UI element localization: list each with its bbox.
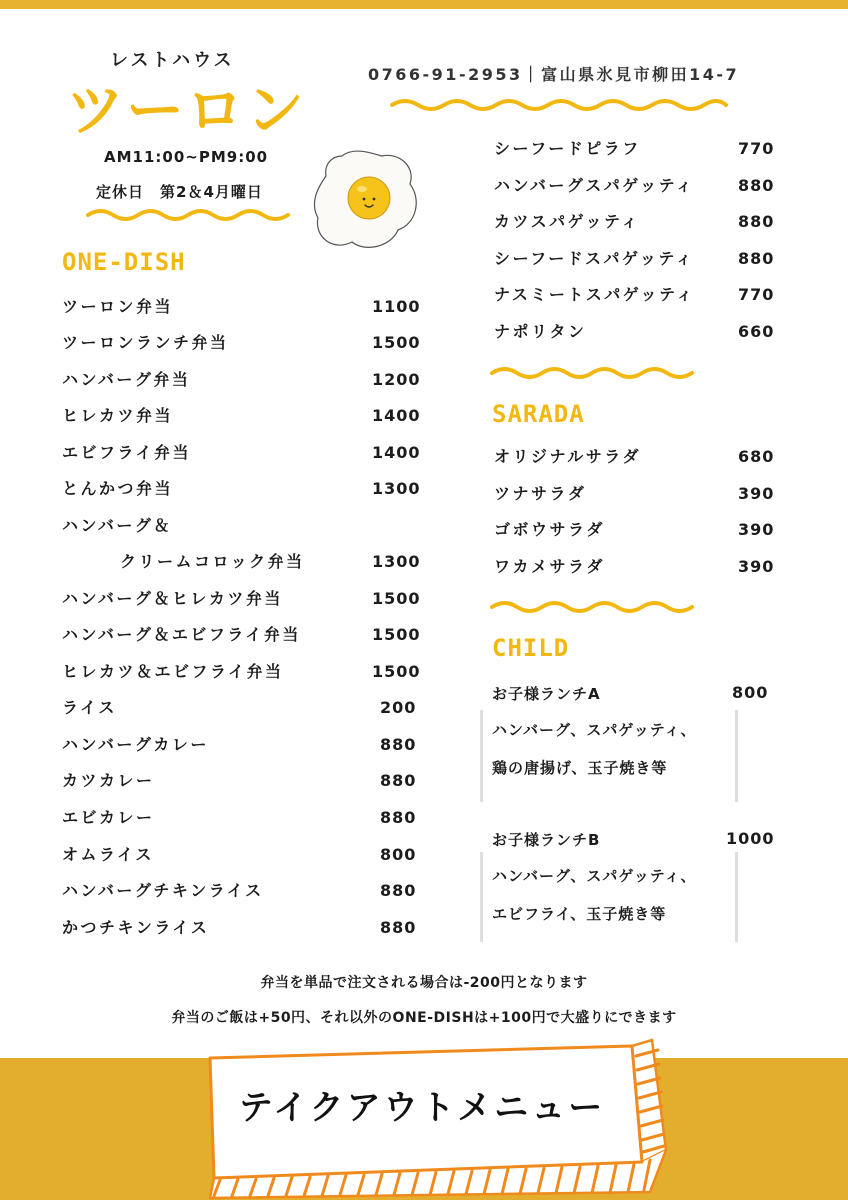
menu-item-name: ハンバーグ弁当	[62, 370, 191, 389]
menu-item	[62, 584, 432, 614]
menu-item-price: 800	[380, 845, 417, 864]
menu-item	[494, 134, 784, 164]
menu-item-price: 660	[738, 322, 775, 341]
menu-item	[62, 876, 432, 906]
order-note: 弁当のご飯は+50円、それ以外のONE-DISHは+100円で大盛りにできます	[171, 1010, 677, 1026]
child-set-price: 1000	[726, 829, 775, 848]
menu-item-name: ハンバーグチキンライス	[62, 881, 264, 900]
child-set-description: 鶏の唐揚げ、玉子焼き等	[492, 759, 668, 777]
menu-item	[62, 657, 432, 687]
menu-item-price: 1500	[372, 625, 421, 644]
menu-item	[494, 442, 784, 472]
menu-item-name: ツナサラダ	[494, 484, 587, 503]
menu-item-price: 1500	[372, 662, 421, 681]
menu-item-price: 1400	[372, 443, 421, 462]
menu-item-name: ハンバーグ＆エビフライ弁当	[62, 625, 301, 644]
menu-item-price: 880	[380, 808, 417, 827]
menu-item-name: ハンバーグ＆ヒレカツ弁当	[62, 589, 283, 608]
menu-item	[62, 840, 432, 870]
menu-item-name: ヒレカツ＆エビフライ弁当	[62, 662, 284, 681]
menu-item-name: カツカレー	[62, 771, 155, 790]
wave-divider	[86, 208, 292, 222]
menu-item	[62, 328, 432, 358]
menu-item-price: 1100	[372, 297, 421, 316]
menu-item-name: ゴボウサラダ	[494, 520, 605, 539]
restaurant-subtitle: レストハウス	[110, 50, 235, 71]
menu-item	[62, 730, 432, 760]
menu-item-price: 390	[738, 520, 775, 539]
menu-item-price: 880	[380, 918, 417, 937]
menu-item-price: 200	[380, 698, 417, 717]
menu-item-name: ナポリタン	[494, 322, 587, 341]
menu-item	[494, 515, 784, 545]
menu-item-price: 880	[738, 249, 775, 268]
menu-item	[494, 479, 784, 509]
menu-item-price: 880	[738, 176, 775, 195]
menu-item-name: クリームコロック弁当	[120, 552, 305, 571]
menu-item-price: 880	[380, 881, 417, 900]
menu-item-price: 390	[738, 484, 775, 503]
wave-divider	[390, 97, 728, 113]
menu-item	[494, 317, 784, 347]
contact-info: 0766-91-2953｜富山県氷見市柳田14-7	[368, 65, 740, 84]
menu-item-price: 1300	[372, 552, 421, 571]
menu-item-price: 1500	[372, 333, 421, 352]
restaurant-logo: ツーロン	[66, 76, 307, 144]
menu-item	[62, 365, 432, 395]
menu-item-name: ハンバーグスパゲッティ	[494, 176, 695, 195]
menu-item	[62, 693, 432, 723]
menu-item-name: ナスミートスパゲッティ	[494, 285, 695, 304]
menu-item	[494, 244, 784, 274]
menu-item-price: 680	[738, 447, 775, 466]
menu-item-price: 880	[738, 212, 775, 231]
menu-item-name: ヒレカツ弁当	[62, 406, 174, 425]
menu-item-price: 1200	[372, 370, 421, 389]
one-dish-title: ONE-DISH	[62, 248, 186, 276]
closed-days: 定休日 第2＆4月曜日	[96, 183, 263, 201]
menu-item	[494, 171, 784, 201]
menu-item-name: ツーロンランチ弁当	[62, 333, 229, 352]
menu-item	[494, 207, 784, 237]
menu-item	[62, 438, 432, 468]
menu-item-name: シーフードピラフ	[494, 139, 641, 158]
menu-item-name: ワカメサラダ	[494, 557, 605, 576]
menu-item-price: 770	[738, 139, 775, 158]
child-title: CHILD	[492, 634, 570, 662]
fried-egg-illustration	[312, 148, 422, 252]
menu-item	[62, 766, 432, 796]
menu-item-name: エビフライ弁当	[62, 443, 192, 462]
menu-item-price: 770	[738, 285, 775, 304]
wave-divider	[490, 600, 696, 614]
child-set-description: ハンバーグ、スパゲッティ、	[492, 867, 697, 885]
menu-item	[494, 552, 784, 582]
wave-divider	[490, 366, 696, 380]
takeout-menu-label: テイクアウトメニュー	[238, 1088, 606, 1128]
child-set-name: お子様ランチB	[492, 831, 601, 849]
menu-item-price: 880	[380, 771, 417, 790]
menu-item	[62, 474, 432, 504]
child-set-description: ハンバーグ、スパゲッティ、	[492, 721, 697, 739]
menu-item-name: ハンバーグ＆	[62, 516, 172, 535]
order-note: 弁当を単品で注文される場合は-200円となります	[260, 975, 588, 991]
menu-item-price: 880	[380, 735, 417, 754]
menu-item	[62, 913, 432, 943]
menu-item	[62, 292, 432, 322]
menu-item-name: とんかつ弁当	[62, 479, 174, 498]
menu-item	[62, 401, 432, 431]
child-set-price: 800	[732, 683, 769, 702]
menu-item-price: 1300	[372, 479, 421, 498]
menu-item-name: カツスパゲッティ	[494, 212, 640, 231]
menu-item	[62, 547, 432, 577]
menu-item-price: 1500	[372, 589, 421, 608]
menu-item-name: エビカレー	[62, 808, 155, 827]
menu-item-price: 1400	[372, 406, 421, 425]
menu-item	[62, 620, 432, 650]
menu-item-name: かつチキンライス	[62, 918, 210, 937]
opening-hours: AM11:00~PM9:00	[104, 148, 269, 166]
menu-item-price: 390	[738, 557, 775, 576]
sarada-title: SARADA	[492, 400, 585, 428]
child-set-description: エビフライ、玉子焼き等	[492, 905, 667, 923]
menu-item-name: オムライス	[62, 845, 154, 864]
menu-item-name: オリジナルサラダ	[494, 447, 642, 466]
menu-item-name: シーフードスパゲッティ	[494, 249, 695, 268]
menu-item	[494, 280, 784, 310]
menu-item-name: ライス	[62, 698, 117, 717]
menu-item-name: ツーロン弁当	[62, 297, 174, 316]
child-set-name: お子様ランチA	[492, 685, 601, 703]
menu-item-name: ハンバーグカレー	[62, 735, 209, 754]
menu-item	[62, 511, 432, 541]
menu-item	[62, 803, 432, 833]
top-accent-bar	[0, 0, 848, 9]
